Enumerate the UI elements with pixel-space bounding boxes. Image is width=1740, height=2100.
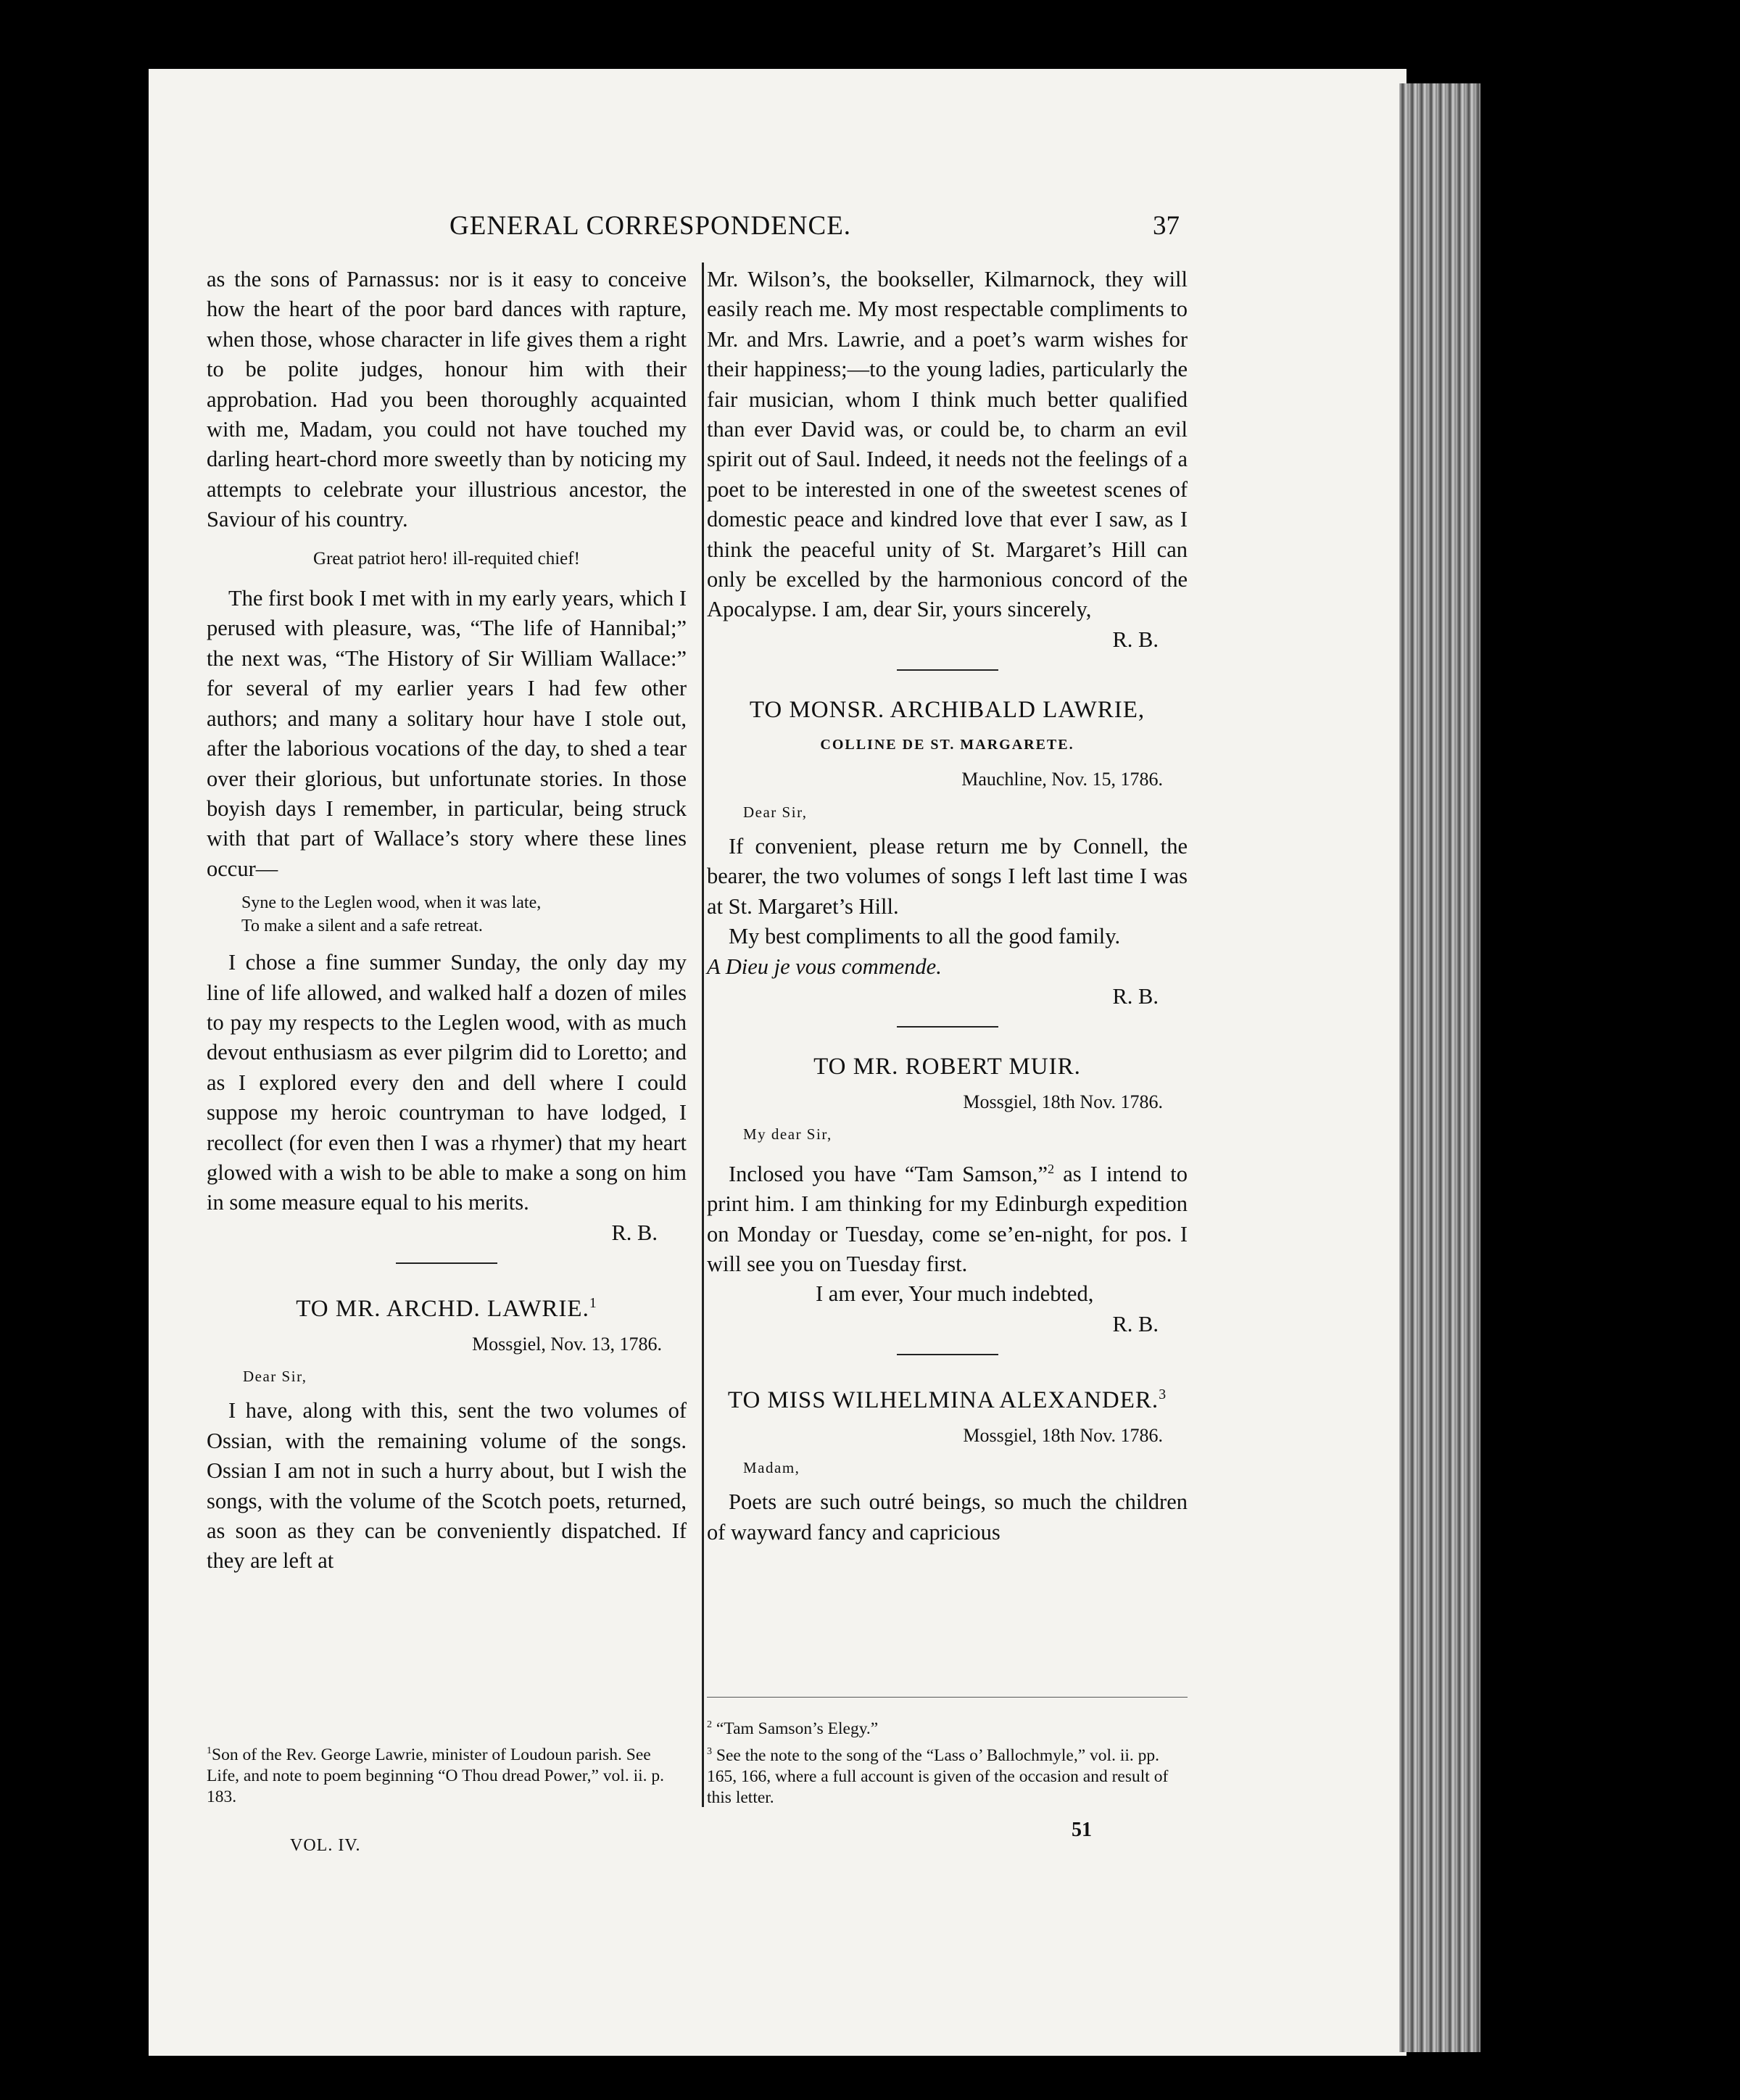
footnotes-left <box>207 1740 685 1809</box>
section-rule <box>897 1026 998 1028</box>
dateline: Mossgiel, Nov. 13, 1786. <box>472 1333 662 1355</box>
paragraph: My best compliments to all the good family. <box>729 924 1121 949</box>
section-rule <box>897 1354 998 1355</box>
letter-heading: TO MONSR. ARCHIBALD LAWRIE, <box>749 697 1146 724</box>
dateline: Mauchline, Nov. 15, 1786. <box>961 769 1163 790</box>
sheet-mark: 51 <box>1072 1819 1092 1841</box>
verse-line: To make a silent and a safe retreat. <box>241 917 483 936</box>
signature-mark: VOL. IV. <box>290 1836 361 1855</box>
salutation: My dear Sir, <box>743 1125 832 1144</box>
footnote-ref: 1 <box>589 1295 597 1312</box>
right-column <box>707 265 1188 1547</box>
paragraph: Poets are such outré beings, so much the children of wayward fancy and capricious <box>707 1489 1188 1545</box>
verse-quote <box>241 891 687 938</box>
signature: R. B. <box>611 1220 658 1245</box>
footnote: $^3$ See the note to the song of the “Lass o’ Ballochmyle,” vol. ii. pp. 165, 166, where a full account is given of the occasion and result of this letter. <box>707 1745 1169 1807</box>
page-number: 37 <box>1153 211 1180 241</box>
page-edges <box>1399 83 1480 2052</box>
dateline: Mossgiel, 18th Nov. 1786. <box>963 1424 1163 1446</box>
footnote-rule <box>707 1697 1188 1698</box>
footnote-marker: 3 <box>707 1745 713 1757</box>
section-rule <box>897 669 998 671</box>
column-divider <box>702 262 704 1807</box>
section-rule <box>396 1262 497 1264</box>
salutation: Dear Sir, <box>243 1368 307 1385</box>
letter-heading: TO MISS WILHELMINA ALEXANDER.$^3$ <box>727 1386 1167 1414</box>
verse-line: Syne to the Leglen wood, when it was late, <box>241 893 542 913</box>
footnote: $^2$ “Tam Samson’s Elegy.” <box>707 1719 879 1738</box>
quotation: Great patriot hero! ill-requited chief! <box>313 548 580 569</box>
paragraph: Inclosed you have “Tam Samson,”$^2$ as I intend to print him. I am thinking for my Edinburgh expedition on Monday or Tuesday, come se’en-night, for pos. I will see you on Tuesday first. <box>707 1161 1188 1276</box>
footnote-ref: 2 <box>1048 1161 1055 1176</box>
paragraph: I chose a fine summer Sunday, the only day my line of life allowed, and walked half a dozen of miles to pay my respects to the Leglen wood, with as much devout enthusiasm as ever pilgrim did to Loretto; and as I explored every den and dell where I could suppose my heroic countryman to have lodged, I recollect (for even then I was a rhymer) that my heart glowed with a wish to be able to make a song on him in some measure equal to his merits. <box>207 950 687 1215</box>
footnote-marker: 1 <box>207 1745 212 1756</box>
footnote-marker: 2 <box>707 1719 713 1730</box>
paragraph: as the sons of Parnassus: nor is it easy to conceive how the heart of the poor bard dances with rapture, when those, whose character in life gives them a right to be polite judges, honour him with their approbation. Had you been thoroughly acquainted with me, Madam, you could not have touched my darling heart-chord more sweetly than by noticing my attempts to celebrate your illustrious ancestor, the Saviour of his country. <box>207 267 687 532</box>
left-column <box>207 265 687 1576</box>
letter-subheading: COLLINE DE ST. MARGARETE. <box>820 736 1074 753</box>
paragraph: The first book I met with in my early years, which I perused with pleasure, was, “The life of Hannibal;” the next was, “The History of Sir William Wallace:” for several of my earlier years I had few other authors; and many a solitary hour have I stole out, after the laborious vocations of the day, to shed a tear over their glorious, but unfortunate stories. In those boyish days I remember, in particular, being struck with that part of Wallace’s story where these lines occur— <box>207 586 687 881</box>
letter-heading: TO MR. ARCHD. LAWRIE.$^1$ <box>296 1295 597 1323</box>
running-head: GENERAL CORRESPONDENCE. <box>450 211 852 241</box>
paragraph: I have, along with this, sent the two volumes of Ossian, with the remaining volume of the songs. Ossian I am not in such a hurry about, but I wish the songs, with the volume of the Scotch poets, returned, as soon as they can be conveniently dispatched. If they are left at <box>207 1398 687 1574</box>
signature: R. B. <box>1112 1311 1159 1336</box>
signature: R. B. <box>1112 983 1159 1009</box>
paragraph: If convenient, please return me by Connell, the bearer, the two volumes of songs I left last time I was at St. Margaret’s Hill. <box>707 833 1188 919</box>
salutation: Dear Sir, <box>743 803 808 821</box>
dateline: Mossgiel, 18th Nov. 1786. <box>963 1091 1163 1112</box>
closing: I am ever, Your much indebted, <box>816 1281 1094 1307</box>
salutation: Madam, <box>743 1458 800 1476</box>
footnote-ref: 3 <box>1159 1386 1167 1403</box>
footnote: $^1$Son of the Rev. George Lawrie, minister of Loudoun parish. See Life, and note to poem beginning “O Thou dread Power,” vol. ii. p. 183. <box>207 1745 665 1806</box>
signature: R. B. <box>1112 627 1159 652</box>
italic-line: A Dieu je vous commende. <box>707 954 942 979</box>
letter-heading: TO MR. ROBERT MUIR. <box>813 1054 1081 1080</box>
paragraph: Mr. Wilson’s, the bookseller, Kilmarnock, they will easily reach me. My most respectable compliments to Mr. and Mrs. Lawrie, and a poet’s warm wishes for their happiness;—to the young ladies, particularly the fair musician, whom I think much better qualified than ever David was, or could be, to charm an evil spirit out of Saul. Indeed, it needs not the feelings of a poet to be interested in one of the sweetest scenes of domestic peace and kindred love that ever I saw, as I think the peaceful unity of St. Margaret’s Hill can only be excelled by the harmonious concord of the Apocalypse. I am, dear Sir, yours sincerely, <box>707 267 1188 622</box>
footnotes-right <box>707 1714 1188 1810</box>
